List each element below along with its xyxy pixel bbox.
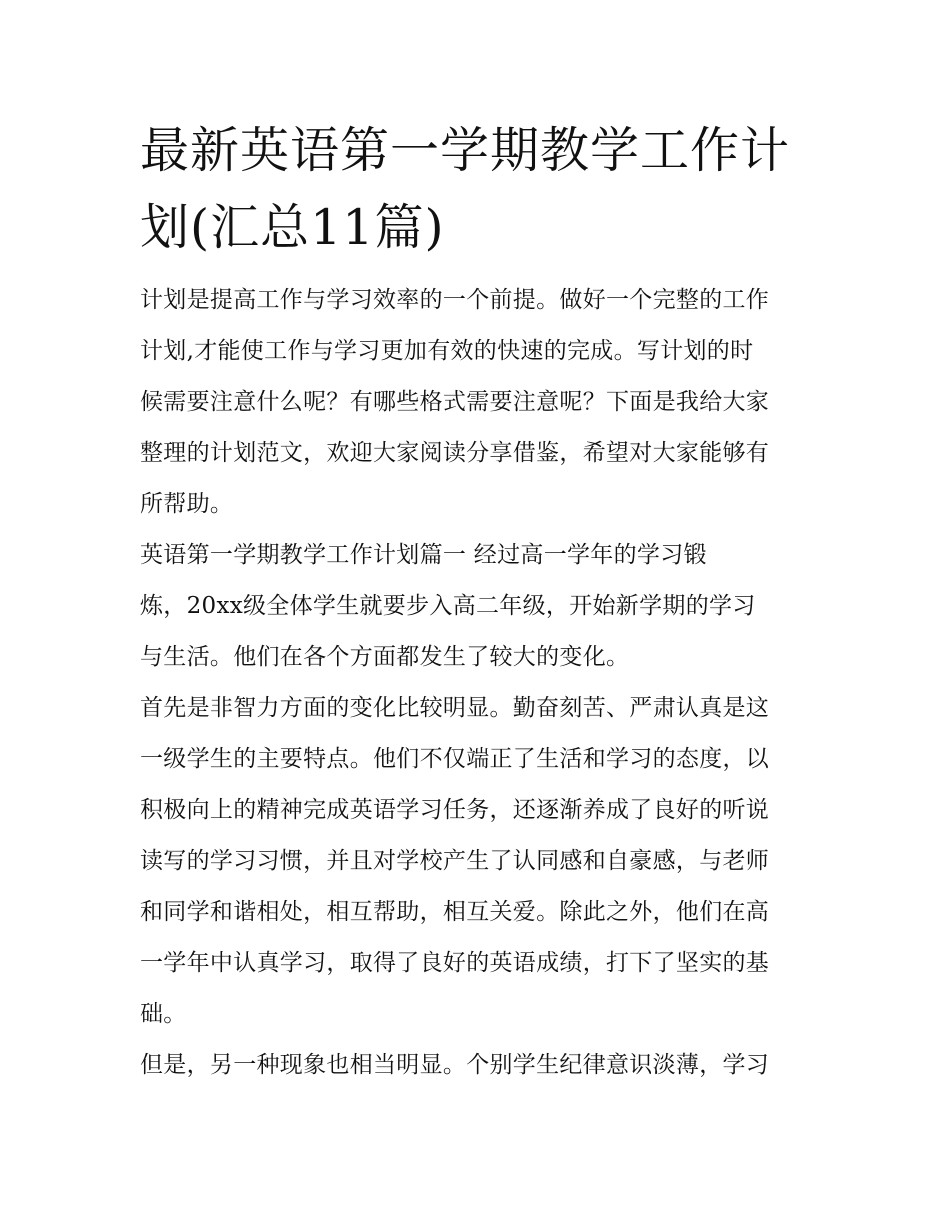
paragraph-however: 但是，另一种现象也相当明显。个别学生纪律意识淡薄，学习 — [140, 1052, 770, 1078]
document-body — [140, 275, 812, 1091]
paragraph-non-intellectual: 首先是非智力方面的变化比较明显。勤奋刻苦、严肃认真是这 一级学生的主要特点。他们不仅端正了生活和学习的态度，以 积极向上的精神完成英语学习任务，还逐渐养成了良好的听说 读写的学习习惯，并且对学校产生了认同感和自豪感，与老师 和同学和谐相处，相互帮助，相互关爱。除此之外，他们在高 一学年中认真学习，取得了良好的英语成绩，打下了坚实的基 础。 — [140, 695, 770, 1027]
paragraph-plan-one: 英语第一学期教学工作计划篇一 经过高一学年的学习锻 炼，20xx级全体学生就要步入高二年级，开始新学期的学习 与生活。他们在各个方面都发生了较大的变化。 — [140, 542, 756, 670]
paragraph-intro: 计划是提高工作与学习效率的一个前提。做好一个完整的工作 计划,才能使工作与学习更加有效的快速的完成。写计划的时 候需要注意什么呢？有哪些格式需要注意呢？下面是我给大家 整理的计划范文，欢迎大家阅读分享借鉴，希望对大家能够有 所帮助。 — [140, 287, 770, 517]
document-title: 最新英语第一学期教学工作计 划(汇总11篇) — [140, 122, 791, 256]
